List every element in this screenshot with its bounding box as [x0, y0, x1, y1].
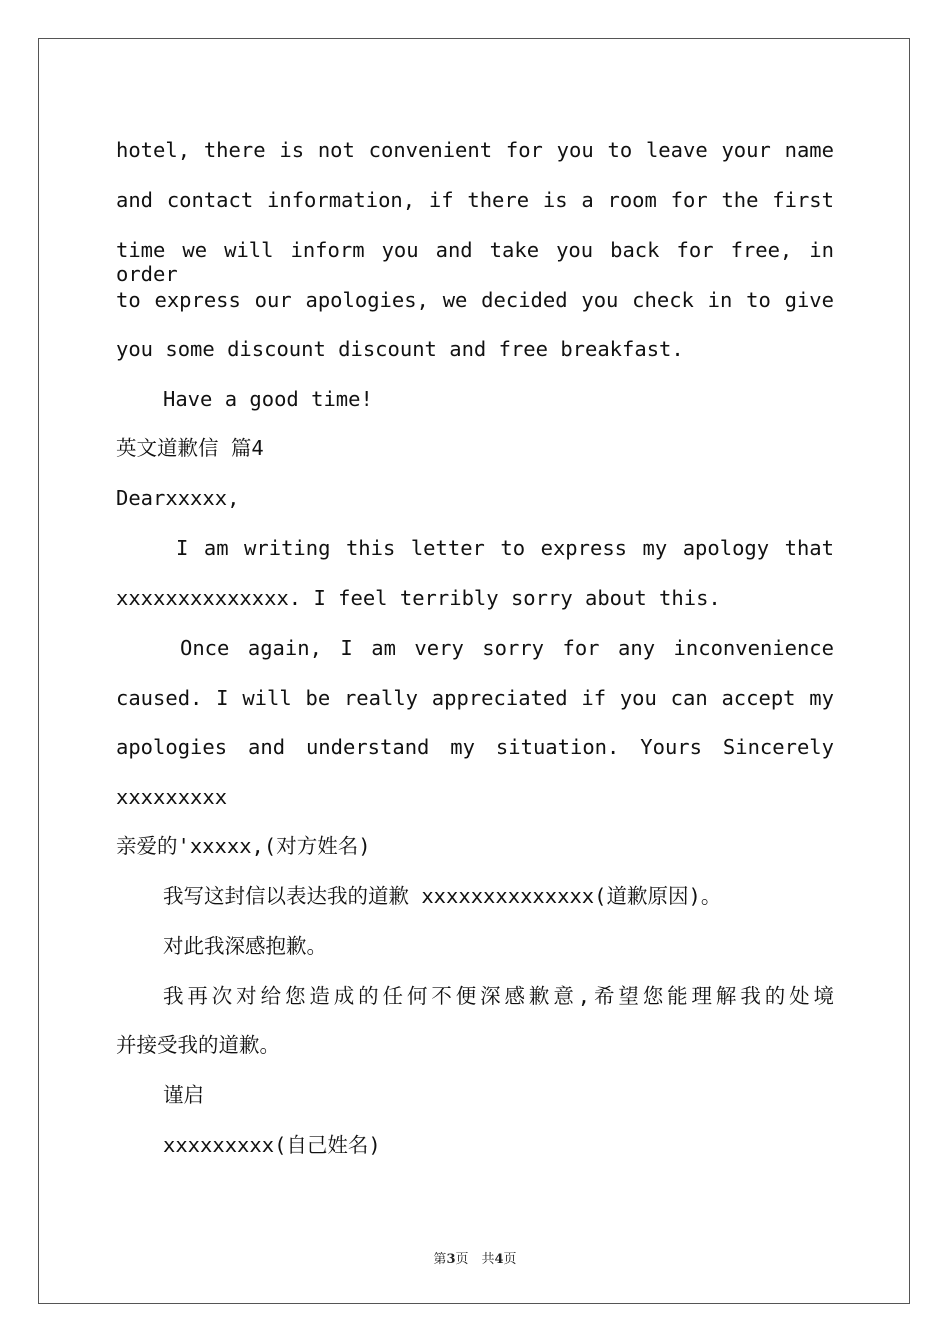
paragraph-line: caused. I will be really appreciated if you can accept my [116, 686, 834, 710]
signature-line: xxxxxxxxx [116, 785, 228, 809]
page-border [38, 38, 910, 1304]
paragraph-line: 我再次对给您造成的任何不便深感歉意,希望您能理解我的处境 [163, 984, 834, 1008]
page-mid: 页 共 [455, 1252, 495, 1267]
paragraph-line: and contact information, if there is a room for the first [116, 188, 834, 212]
paragraph-line: 对此我深感抱歉。 [163, 934, 327, 958]
paragraph-line: time we will inform you and take you back for free, in order [116, 238, 834, 286]
paragraph-line: 并接受我的道歉。 [116, 1033, 280, 1057]
salutation: Dearxxxxx, [116, 486, 240, 510]
paragraph-line: hotel, there is not convenient for you to leave your name [116, 138, 834, 162]
closing-line: Have a good time! [163, 387, 373, 411]
page-current: 3 [446, 1252, 456, 1267]
section-heading: 英文道歉信 篇4 [116, 436, 264, 460]
page-prefix: 第 [433, 1252, 447, 1267]
paragraph-line: 我写这封信以表达我的道歉 xxxxxxxxxxxxxx(道歉原因)。 [163, 884, 722, 908]
signature-cn: xxxxxxxxx(自己姓名) [163, 1133, 381, 1157]
page-footer [0, 1248, 950, 1267]
paragraph-line: xxxxxxxxxxxxxx. I feel terribly sorry about this. [116, 586, 721, 610]
paragraph-line: I am writing this letter to express my apology that [176, 536, 834, 560]
closing-cn: 谨启 [163, 1083, 204, 1107]
paragraph-line: to express our apologies, we decided you check in to give [116, 288, 834, 312]
page-suffix: 页 [503, 1252, 517, 1267]
paragraph-line: Once again, I am very sorry for any inconvenience [180, 636, 834, 660]
page-total: 4 [494, 1252, 504, 1267]
salutation-cn: 亲爱的'xxxxx,(对方姓名) [116, 834, 371, 858]
paragraph-line: you some discount discount and free breakfast. [116, 337, 684, 361]
paragraph-line: apologies and understand my situation. Yours Sincerely [116, 735, 834, 759]
